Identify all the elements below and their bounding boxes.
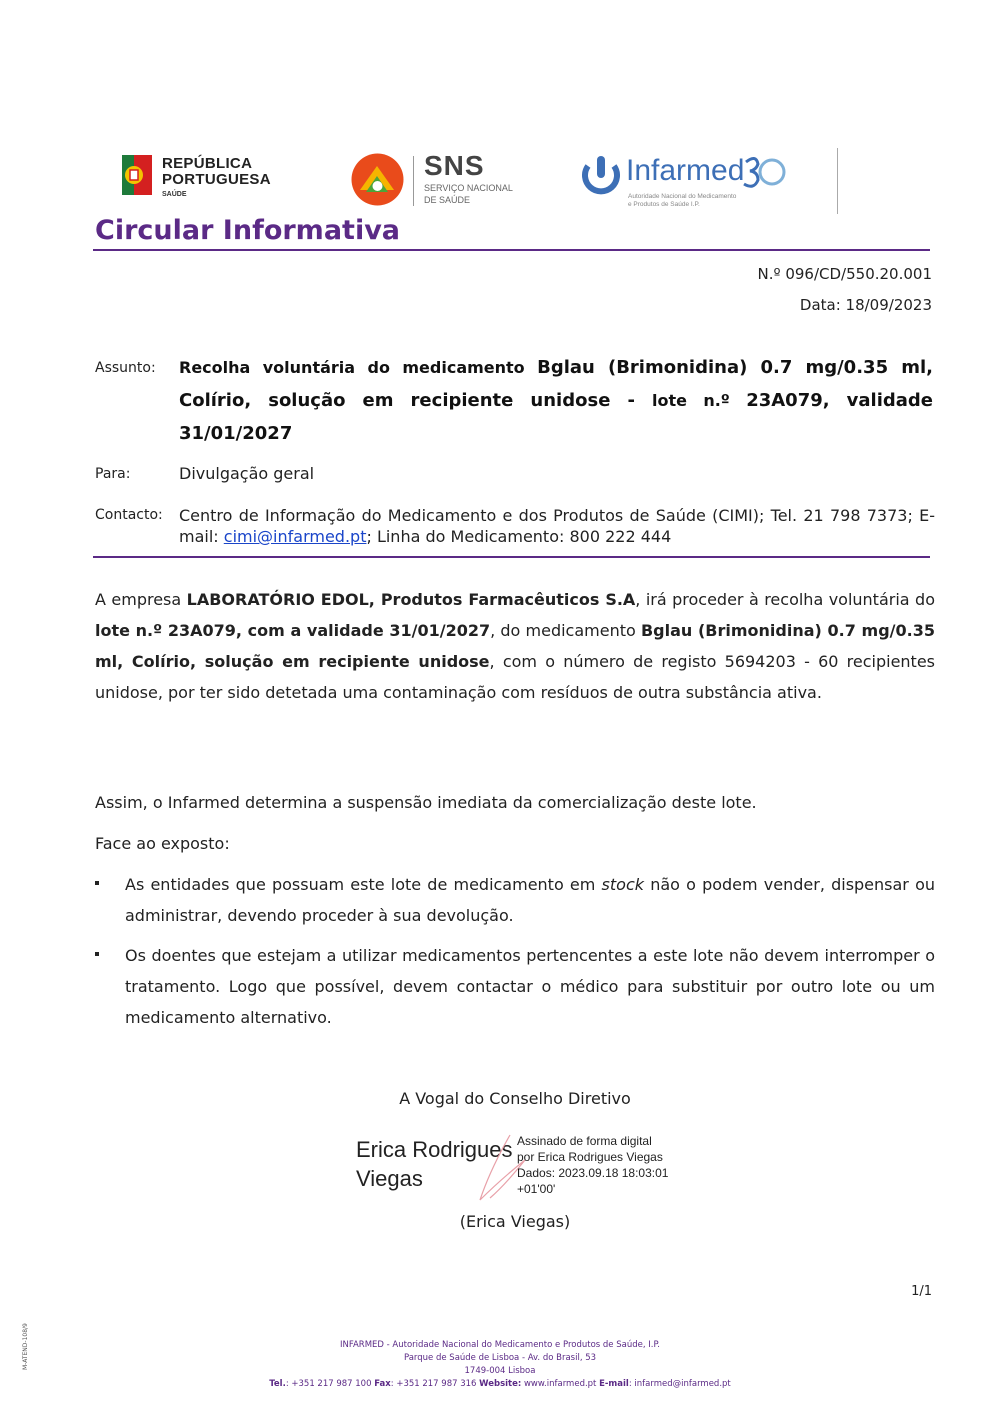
contact-after: ; Linha do Medicamento: 800 222 444	[366, 527, 672, 546]
republica-portuguesa-logo	[122, 153, 287, 208]
contact-label: Contacto:	[95, 507, 163, 523]
subject-text	[179, 351, 933, 450]
b1-stock: stock	[601, 875, 645, 894]
subject-part4: 23A079, validade 31/01/2027	[179, 390, 933, 444]
infarmed-drop-icon	[582, 154, 620, 196]
header-bottom-rule	[93, 556, 930, 558]
contact-text	[179, 505, 935, 547]
signer-name: (Erica Viegas)	[459, 1212, 571, 1231]
paragraph-suspension: Assim, o Infarmed determina a suspensão imediata da comercialização deste lote.	[95, 793, 757, 812]
paragraph-face: Face ao exposto:	[95, 834, 230, 853]
signature-name-line1: Erica Rodrigues	[356, 1137, 513, 1162]
sig-meta1: Assinado de forma digital	[517, 1134, 652, 1148]
infarmed-name: Infarmed	[626, 154, 745, 187]
subject-label: Assunto:	[95, 360, 156, 376]
sig-meta2: por Erica Rodrigues Viegas	[517, 1150, 663, 1164]
sns-circle-icon	[350, 152, 405, 207]
medicine-name: Bglau (Brimonidina) 0.7 mg/0.35 ml, Colírio, solução em recipiente unidose	[95, 621, 935, 671]
b1-t2: não o podem vender, dispensar ou administrar, devendo proceder à sua devolução.	[125, 875, 935, 925]
footer-line3: 1749-004 Lisboa	[464, 1366, 536, 1376]
signature-role: A Vogal do Conselho Diretivo	[399, 1089, 631, 1108]
bullet-icon	[95, 952, 99, 956]
contact-before: Centro de Informação do Medicamento e dos Produtos de Saúde (CIMI); Tel. 21 798 7373; E-mail:	[179, 506, 935, 546]
footer-contacts	[0, 1378, 1000, 1391]
rp-sub: SAÚDE	[162, 191, 187, 198]
p1-t1: A empresa	[95, 590, 187, 609]
signature-name-line2: Viegas	[356, 1166, 423, 1191]
rp-line2: PORTUGUESA	[162, 171, 271, 188]
title-rule	[93, 249, 930, 251]
lot-info: lote n.º 23A079, com a validade 31/01/2027	[95, 621, 491, 640]
footer-tel: : +351 217 987 100	[285, 1379, 375, 1389]
circular-reference: N.º 096/CD/550.20.001	[757, 265, 932, 283]
contact-email-link[interactable]: cimi@infarmed.pt	[223, 527, 367, 546]
sns-sub2: DE SAÚDE	[424, 195, 471, 205]
infarmed-logo	[582, 152, 802, 212]
bullet-entities-text	[125, 869, 935, 931]
p1-t4: , com o número de registo 5694203 - 60 recipientes unidose, por ter sido detetada uma contaminação com resíduos de outra substância ativa.	[95, 652, 936, 702]
page-number: 1/1	[911, 1284, 932, 1299]
footer-line2: Parque de Saúde de Lisboa - Av. do Brasil, 53	[403, 1353, 597, 1363]
footer-fax-label: Fax	[374, 1379, 391, 1389]
rp-line1: REPÚBLICA	[162, 155, 253, 172]
bullet-icon	[95, 881, 99, 885]
footer-line1: INFARMED - Autoridade Nacional do Medicamento e Produtos de Saúde, I.P.	[340, 1340, 660, 1350]
signature-meta	[517, 1133, 668, 1197]
p1-t3: , do medicamento	[490, 621, 641, 640]
sns-sub1: SERVIÇO NACIONAL	[424, 183, 513, 193]
sns-name: SNS	[424, 150, 485, 181]
company-name: LABORATÓRIO EDOL, Produtos Farmacêuticos S.A	[186, 590, 636, 609]
bullet-patients-text: Os doentes que estejam a utilizar medicamentos pertencentes a este lote não devem interromper o tratamento. Logo que possível, devem contactar o médico para substituir por outro lote ou um medicamento alternativo.	[125, 946, 935, 1027]
sig-meta3: Dados: 2023.09.18 18:03:01	[517, 1166, 669, 1180]
sns-separator	[413, 156, 414, 206]
header-divider	[837, 148, 838, 214]
circular-date: Data: 18/09/2023	[799, 296, 932, 314]
b1-t1: As entidades que possuam este lote de medicamento em	[125, 875, 602, 894]
footer-fax: : +351 217 987 316	[390, 1379, 480, 1389]
subject-part1: Recolha voluntária do medicamento	[179, 358, 538, 377]
sig-meta4: +01'00'	[517, 1182, 556, 1196]
p1-t2: , irá proceder à recolha voluntária do	[635, 590, 935, 609]
page-title: Circular Informativa	[95, 215, 401, 246]
footer-tel-label: Tel.	[269, 1379, 286, 1389]
sns-logo	[350, 152, 520, 212]
infarmed-sub1: Autoridade Nacional do Medicamento	[628, 193, 737, 200]
para-label: Para:	[95, 466, 131, 482]
footer-email[interactable]: : infarmed@infarmed.pt	[628, 1379, 731, 1389]
para-value: Divulgação geral	[179, 464, 315, 483]
portugal-emblem-icon	[122, 155, 152, 195]
thirty-years-icon	[742, 154, 786, 190]
side-code: M-ATEND-108/9	[22, 1323, 29, 1370]
paragraph-recall	[95, 584, 935, 708]
infarmed-sub2: e Produtos de Saúde I.P.	[628, 201, 700, 208]
footer-web-label: Website:	[479, 1379, 522, 1389]
subject-part2: Bglau (Brimonidina) 0.7 mg/0.35 ml, Colírio, solução em recipiente unidose -	[179, 357, 933, 411]
footer-web[interactable]: www.infarmed.pt	[521, 1379, 600, 1389]
footer-email-label: E-mail	[599, 1379, 629, 1389]
subject-part3: lote n.º	[652, 391, 747, 410]
